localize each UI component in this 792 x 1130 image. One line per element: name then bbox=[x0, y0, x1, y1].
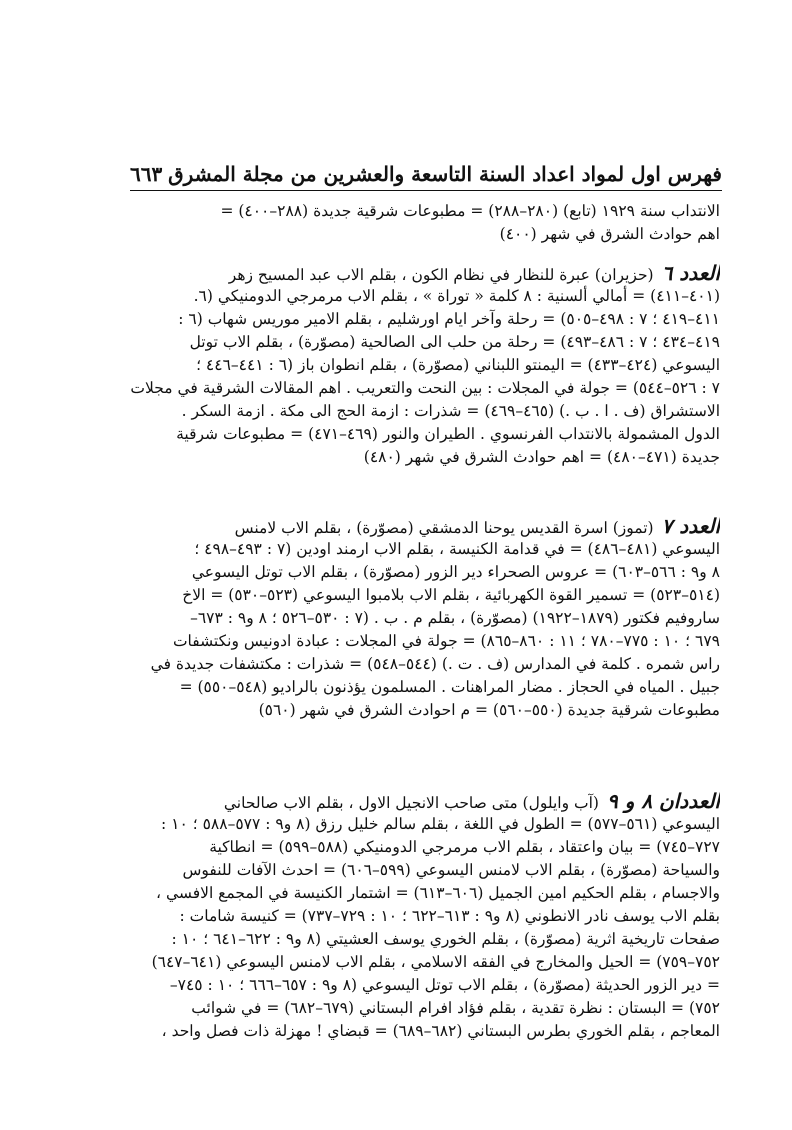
page-header bbox=[130, 150, 722, 191]
text-line: المعاجم ، بقلم الخوري بطرس البستاني (٦٨٢–٦٨٩) = قبضاي ! مهزلة ذات فصل واحد ، bbox=[161, 1022, 720, 1040]
text-line: ٤١٩–٤٣٤ ؛ ٧ : ٤٨٦–٤٩٣) = رحلة من حلب الى الصالحية (مصوّرة) ، بقلم الاب توتل bbox=[189, 333, 720, 351]
text-line: جبيل . المياه في الحجاز . مضار المراهنات . المسلمون يؤذنون بالراديو (٥٤٨–٥٥٠) = bbox=[179, 678, 720, 696]
text-line: مطبوعات شرقية جديدة (٥٥٠–٥٦٠) = م احوادث الشرق في شهر (٥٦٠) bbox=[258, 701, 720, 719]
issue-6-section bbox=[128, 262, 720, 469]
intro-block bbox=[128, 200, 720, 246]
text-line: الانتداب سنة ١٩٢٩ (تابع) (٢٨٠–٢٨٨) = مطبوعات شرقية جديدة (٢٨٨–٤٠٠) = bbox=[220, 202, 720, 220]
page-number: ٦٦٣ bbox=[130, 162, 163, 186]
text-line: والاجسام ، بقلم الحكيم امين الجميل (٦٠٦–٦١٣) = اشتمار الكنيسة في المجمع الافسي ، bbox=[156, 884, 720, 902]
text-line: والسياحة (مصوّرة) ، بقلم الاب لامنس اليسوعي (٥٩٩–٦٠٦) = احدث الآفات للنفوس bbox=[182, 861, 720, 879]
issue-label: العددان ٨ و ٩ bbox=[606, 790, 720, 813]
issue-7-section bbox=[128, 515, 720, 722]
issue-8-9-section bbox=[128, 790, 720, 1043]
text-line: صفحات تاريخية اثرية (مصوّرة) ، بقلم الخوري يوسف العشيتي (٨ و٩ : ٦٢٢–٦٤١ ؛ ١٠ : bbox=[171, 930, 720, 948]
text-line: (٥١٤–٥٢٣) = تسمير القوة الكهربائية ، بقلم الاب بلامبوا اليسوعي (٥٢٣–٥٣٠) = الاخ bbox=[182, 586, 720, 604]
text-line: ٨ و٩ : ٥٦٦–٦٠٣) = عروس الصحراء دير الزور (مصوّرة) ، بقلم الاب توتل اليسوعي bbox=[191, 563, 720, 581]
text-line: العددان ٨ و ٩(آب وايلول) متى صاحب الانجيل الاول ، بقلم الاب صالحاني bbox=[223, 790, 720, 813]
running-title: فهرس اول لمواد اعداد السنة التاسعة والعشرين من مجلة المشرق bbox=[168, 162, 722, 186]
text-line: = دير الزور الحديثة (مصوّرة) ، بقلم الاب توتل اليسوعي (٨ و٩ : ٦٥٧–٦٦٦ ؛ ١٠ : ٧٤٥– bbox=[169, 976, 720, 994]
text-line: العدد ٧(تموز) اسرة القديس يوحنا الدمشقي (مصوّرة) ، بقلم الاب لامنس bbox=[234, 515, 720, 538]
text-line: الاستشراق (ف . ا . ب .) (٤٦٥–٤٦٩) = شذرات : ازمة الحج الى مكة . ازمة السكر . bbox=[181, 402, 720, 420]
text-line: العدد ٦(حزيران) عبرة للنظار في نظام الكون ، بقلم الاب عبد المسيح زهر bbox=[228, 262, 720, 285]
text-line: ساروفيم فكتور (١٨٧٩–١٩٢٢) (مصوّرة) ، بقلم م . ب . (٧ : ٥٣٠–٥٢٦ ؛ ٨ و٩ : ٦٧٣– bbox=[190, 609, 720, 627]
text-line: ٧٥٢–٧٥٩) = الحيل والمخارج في الفقه الاسلامي ، بقلم الاب لامنس اليسوعي (٦٤١–٦٤٧) bbox=[151, 953, 720, 971]
text-line: (٤٠١–٤١١) = أمالي ألسنية : ٨ كلمة « توراة » ، بقلم الاب مرمرجي الدومنيكي (٦. bbox=[193, 287, 720, 305]
issue-label: العدد ٧ bbox=[661, 515, 720, 538]
text-line: ٧٥٢) = البستان : نظرة تقدية ، بقلم فؤاد افرام البستاني (٦٧٩–٦٨٢) = في شوائب bbox=[191, 999, 720, 1017]
text-line: راس شمره . كلمة في المدارس (ف . ت .) (٥٤٤–٥٤٨) = شذرات : مكتشفات جديدة في bbox=[150, 655, 720, 673]
text-line: اليسوعي (٤٨١–٤٨٦) = في قدامة الكنيسة ، بقلم الاب ارمند اودين (٧ : ٤٩٣–٤٩٨ ؛ bbox=[194, 540, 720, 558]
text-line: ٤١١–٤١٩ ؛ ٧ : ٤٩٨–٥٠٥) = رحلة وآخر ايام اورشليم ، بقلم الامير موريس شهاب (٦ : bbox=[178, 310, 720, 328]
text-line: جديدة (٤٧١–٤٨٠) = اهم حوادث الشرق في شهر (٤٨٠) bbox=[363, 448, 720, 466]
text-line: ٧٢٧–٧٤٥) = بيان واعتقاد ، بقلم الاب مرمرجي الدومنيكي (٥٨٨–٥٩٩) = انطاكية bbox=[209, 838, 720, 856]
text-line: اليسوعي (٥٦١–٥٧٧) = الطول في اللغة ، بقلم سالم خليل رزق (٨ و٩ : ٥٧٧–٥٨٨ ؛ ١٠ : bbox=[161, 815, 720, 833]
text-line: الدول المشمولة بالانتداب الفرنسوي . الطيران والنور (٤٦٩–٤٧١) = مطبوعات شرقية bbox=[176, 425, 720, 443]
issue-label: العدد ٦ bbox=[661, 262, 720, 285]
text-line: اليسوعي (٤٢٤–٤٣٣) = اليمنتو اللبناني (مصوّرة) ، بقلم انطوان باز (٦ : ٤٤١–٤٤٦ ؛ bbox=[196, 356, 720, 374]
text-line: ٧ : ٥٢٦–٥٤٤) = جولة في المجلات : بين النحت والتعريب . اهم المقالات الشرقية في مجلات bbox=[130, 379, 720, 397]
text-line: اهم حوادث الشرق في شهر (٤٠٠) bbox=[499, 225, 720, 243]
text-line: ٦٧٩ ؛ ١٠ : ٧٧٥–٧٨٠ ؛ ١١ : ٨٦٠–٨٦٥) = جولة في المجلات : عبادة ادونيس ونكتشفات bbox=[172, 632, 720, 650]
text-line: بقلم الاب يوسف نادر الانطوني (٨ و٩ : ٦١٣–٦٢٢ ؛ ١٠ : ٧٢٩–٧٣٧) = كنيسة شامات : bbox=[179, 907, 720, 925]
